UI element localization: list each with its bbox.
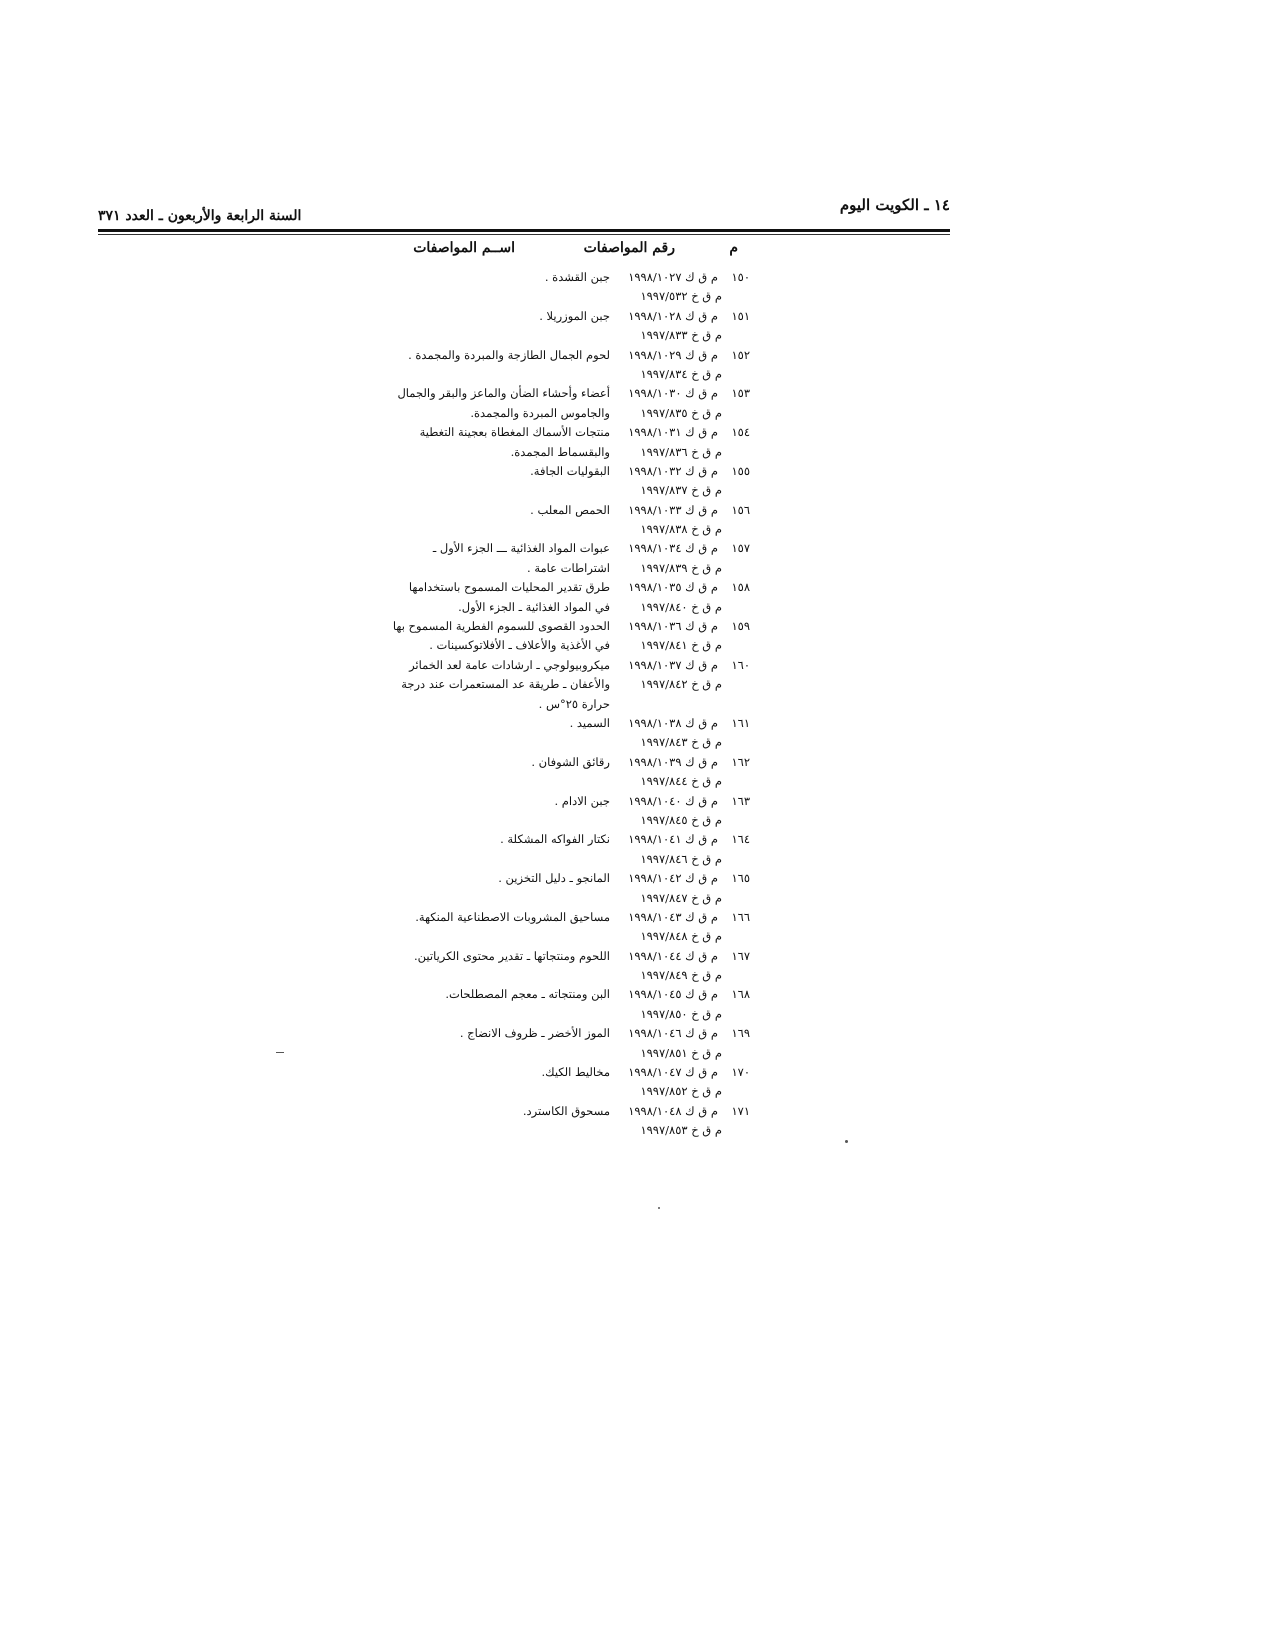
entry-number: ١٥٦ bbox=[731, 502, 750, 517]
entry-title-continued: والأعفان ـ طريقة عد المستعمرات عند درجة bbox=[401, 677, 610, 692]
list-item bbox=[320, 578, 750, 617]
entry-title: جبن الموزريلا . bbox=[539, 308, 610, 323]
entry-title-continued: والجاموس المبردة والمجمدة. bbox=[470, 405, 610, 420]
entry-code-secondary: م ق خ ١٩٩٧/٨٥٣ bbox=[640, 1123, 722, 1138]
list-item bbox=[320, 423, 750, 462]
entry-title: الحدود القصوى للسموم الفطرية المسموح بها bbox=[392, 619, 610, 634]
list-item bbox=[320, 462, 750, 501]
list-item bbox=[320, 753, 750, 792]
entry-title: اللحوم ومنتجاتها ـ تقدير محتوى الكرياتين. bbox=[414, 948, 610, 963]
entry-code-secondary: م ق خ ١٩٩٧/٨٣٦ bbox=[640, 444, 722, 459]
entry-code-secondary: م ق خ ١٩٩٧/٨٤٢ bbox=[640, 677, 722, 692]
entry-code-primary: م ق ك ١٩٩٨/١٠٤٠ bbox=[628, 793, 718, 808]
scan-speck bbox=[658, 1207, 660, 1209]
entry-title: الموز الأخضر ـ ظروف الانضاج . bbox=[459, 1026, 610, 1041]
list-item bbox=[320, 830, 750, 869]
entry-number: ١٥١ bbox=[731, 308, 750, 323]
entry-title: عبوات المواد الغذائية ـــ الجزء الأول ـ bbox=[432, 541, 610, 556]
entry-title-continued: في الأغذية والأعلاف ـ الأفلاتوكسينات . bbox=[429, 638, 610, 653]
list-item bbox=[320, 869, 750, 908]
entry-title: نكتار الفواكه المشكلة . bbox=[500, 832, 610, 847]
entry-code-secondary: م ق خ ١٩٩٧/٨٤٤ bbox=[640, 774, 722, 789]
entry-code-primary: م ق ك ١٩٩٨/١٠٤٣ bbox=[628, 909, 718, 924]
list-item bbox=[320, 346, 750, 385]
entry-code-secondary: م ق خ ١٩٩٧/٨٤٨ bbox=[640, 929, 722, 944]
entry-code-secondary: م ق خ ١٩٩٧/٨٤٩ bbox=[640, 968, 722, 983]
column-header-number: رقم المواصفات bbox=[583, 240, 675, 256]
scan-speck bbox=[845, 1140, 848, 1143]
entry-code-primary: م ق ك ١٩٩٨/١٠٢٩ bbox=[628, 347, 718, 362]
entry-number: ١٦٦ bbox=[731, 909, 750, 924]
entry-number: ١٥٣ bbox=[731, 386, 750, 401]
entry-code-secondary: م ق خ ١٩٩٧/٥٣٢ bbox=[640, 289, 722, 304]
entry-title-continued: حرارة ٢٥°س . bbox=[538, 696, 610, 711]
entry-code-primary: م ق ك ١٩٩٨/١٠٣٠ bbox=[628, 386, 718, 401]
entry-title: مساحيق المشروبات الاصطناعية المنكهة. bbox=[415, 909, 610, 924]
entry-title: مسحوق الكاسترد. bbox=[522, 1103, 610, 1118]
entry-number: ١٦١ bbox=[731, 715, 750, 730]
column-header-name: اســم المواصفات bbox=[413, 240, 515, 256]
entry-code-secondary: م ق خ ١٩٩٧/٨٣٣ bbox=[640, 328, 722, 343]
list-item bbox=[320, 985, 750, 1024]
header-publication: ١٤ ـ الكويت اليوم bbox=[839, 196, 950, 214]
entry-number: ١٥٩ bbox=[731, 619, 750, 634]
entry-code-primary: م ق ك ١٩٩٨/١٠٢٨ bbox=[628, 308, 718, 323]
entry-code-secondary: م ق خ ١٩٩٧/٨٤٦ bbox=[640, 851, 722, 866]
entry-code-primary: م ق ك ١٩٩٨/١٠٢٧ bbox=[628, 270, 718, 284]
entry-title: البن ومنتجاته ـ معجم المصطلحات. bbox=[445, 987, 610, 1002]
entry-title: جبن القشدة . bbox=[544, 270, 610, 284]
entry-number: ١٦٧ bbox=[731, 948, 750, 963]
entry-code-secondary: م ق خ ١٩٩٧/٨٣٧ bbox=[640, 483, 722, 498]
entry-code-secondary: م ق خ ١٩٩٧/٨٤٥ bbox=[640, 812, 722, 827]
entry-code-primary: م ق ك ١٩٩٨/١٠٣٨ bbox=[628, 715, 718, 730]
entry-code-secondary: م ق خ ١٩٩٧/٨٤٣ bbox=[640, 735, 722, 750]
entry-number: ١٥٢ bbox=[731, 347, 750, 362]
entry-title: جبن الادام . bbox=[554, 793, 610, 808]
entry-code-primary: م ق ك ١٩٩٨/١٠٣٣ bbox=[628, 502, 718, 517]
entry-code-secondary: م ق خ ١٩٩٧/٨٤١ bbox=[640, 638, 722, 653]
list-item bbox=[320, 1102, 750, 1141]
entry-title: المانجو ـ دليل التخزين . bbox=[498, 871, 610, 886]
specifications-list bbox=[320, 268, 750, 1141]
entry-code-primary: م ق ك ١٩٩٨/١٠٤٢ bbox=[628, 871, 718, 886]
entry-title: طرق تقدير المحليات المسموح باستخدامها bbox=[408, 580, 610, 595]
entry-number: ١٦٣ bbox=[731, 793, 750, 808]
entry-code-secondary: م ق خ ١٩٩٧/٨٣٥ bbox=[640, 405, 722, 420]
entry-code-primary: م ق ك ١٩٩٨/١٠٣٧ bbox=[628, 657, 718, 672]
entry-code-primary: م ق ك ١٩٩٨/١٠٤٧ bbox=[628, 1065, 718, 1080]
list-item bbox=[320, 792, 750, 831]
header-rule-thin bbox=[98, 234, 950, 235]
list-item bbox=[320, 307, 750, 346]
entry-code-secondary: م ق خ ١٩٩٧/٨٤٠ bbox=[640, 599, 722, 614]
entry-code-primary: م ق ك ١٩٩٨/١٠٤١ bbox=[628, 832, 718, 847]
entry-number: ١٥٥ bbox=[731, 463, 750, 478]
list-item bbox=[320, 1063, 750, 1102]
list-item bbox=[320, 617, 750, 656]
entry-code-primary: م ق ك ١٩٩٨/١٠٣٤ bbox=[628, 541, 718, 556]
entry-code-secondary: م ق خ ١٩٩٧/٨٣٤ bbox=[640, 366, 722, 381]
entry-code-primary: م ق ك ١٩٩٨/١٠٤٥ bbox=[628, 987, 718, 1002]
entry-number: ١٥٤ bbox=[731, 425, 750, 440]
entry-code-primary: م ق ك ١٩٩٨/١٠٤٨ bbox=[628, 1103, 718, 1118]
entry-code-secondary: م ق خ ١٩٩٧/٨٤٧ bbox=[640, 890, 722, 905]
entry-code-secondary: م ق خ ١٩٩٧/٨٥١ bbox=[640, 1045, 722, 1060]
scan-speck bbox=[276, 1052, 284, 1053]
entry-title: ميكروبيولوجي ـ ارشادات عامة لعد الخمائر bbox=[409, 657, 610, 672]
entry-title: مخاليط الكيك. bbox=[541, 1065, 610, 1080]
list-item bbox=[320, 714, 750, 753]
list-item bbox=[320, 501, 750, 540]
entry-number: ١٦٥ bbox=[731, 871, 750, 886]
entry-number: ١٦٩ bbox=[731, 1026, 750, 1041]
list-item bbox=[320, 268, 750, 307]
list-item bbox=[320, 947, 750, 986]
entry-title-continued: والبقسماط المجمدة. bbox=[510, 444, 610, 459]
entry-code-secondary: م ق خ ١٩٩٧/٨٣٨ bbox=[640, 522, 722, 537]
entry-title-continued: اشتراطات عامة . bbox=[527, 560, 610, 575]
entry-title: الحمص المعلب . bbox=[530, 502, 610, 517]
entry-title: منتجات الأسماك المغطاة بعجينة التغطية bbox=[419, 425, 610, 440]
entry-code-secondary: م ق خ ١٩٩٧/٨٥٢ bbox=[640, 1084, 722, 1099]
list-item bbox=[320, 656, 750, 714]
column-headers bbox=[330, 240, 750, 262]
entry-title: أعضاء وأحشاء الضأن والماعز والبقر والجمال bbox=[397, 386, 610, 401]
list-item bbox=[320, 1024, 750, 1063]
list-item bbox=[320, 384, 750, 423]
entry-number: ١٥٧ bbox=[731, 541, 750, 556]
entry-number: ١٧٠ bbox=[731, 1065, 750, 1080]
header-rule bbox=[98, 229, 950, 232]
entry-number: ١٦٠ bbox=[731, 657, 750, 672]
entry-title: رقائق الشوفان . bbox=[531, 754, 610, 769]
entry-number: ١٥٨ bbox=[731, 580, 750, 595]
entry-code-secondary: م ق خ ١٩٩٧/٨٥٠ bbox=[640, 1006, 722, 1021]
list-item bbox=[320, 908, 750, 947]
entry-code-primary: م ق ك ١٩٩٨/١٠٣٦ bbox=[628, 619, 718, 634]
entry-code-primary: م ق ك ١٩٩٨/١٠٣١ bbox=[628, 425, 718, 440]
entry-title: السميد . bbox=[569, 715, 610, 730]
entry-number: ١٧١ bbox=[731, 1103, 750, 1118]
entry-code-primary: م ق ك ١٩٩٨/١٠٣٢ bbox=[628, 463, 718, 478]
entry-number: ١٦٨ bbox=[731, 987, 750, 1002]
entry-number: ١٦٤ bbox=[731, 832, 750, 847]
entry-title: لحوم الجمال الطازجة والمبردة والمجمدة . bbox=[408, 347, 610, 362]
entry-number: ١٥٠ bbox=[731, 270, 750, 284]
entry-code-primary: م ق ك ١٩٩٨/١٠٤٤ bbox=[628, 948, 718, 963]
column-header-m: م bbox=[729, 240, 738, 256]
entry-title: البقوليات الجافة. bbox=[530, 463, 610, 478]
entry-title-continued: في المواد الغذائية ـ الجزء الأول. bbox=[458, 599, 610, 614]
entry-number: ١٦٢ bbox=[731, 754, 750, 769]
page-header bbox=[98, 196, 950, 224]
entry-code-primary: م ق ك ١٩٩٨/١٠٣٩ bbox=[628, 754, 718, 769]
entry-code-primary: م ق ك ١٩٩٨/١٠٣٥ bbox=[628, 580, 718, 595]
list-item bbox=[320, 539, 750, 578]
header-issue: السنة الرابعة والأربعون ـ العدد ٣٧١ bbox=[98, 208, 302, 224]
entry-code-secondary: م ق خ ١٩٩٧/٨٣٩ bbox=[640, 560, 722, 575]
entry-code-primary: م ق ك ١٩٩٨/١٠٤٦ bbox=[628, 1026, 718, 1041]
